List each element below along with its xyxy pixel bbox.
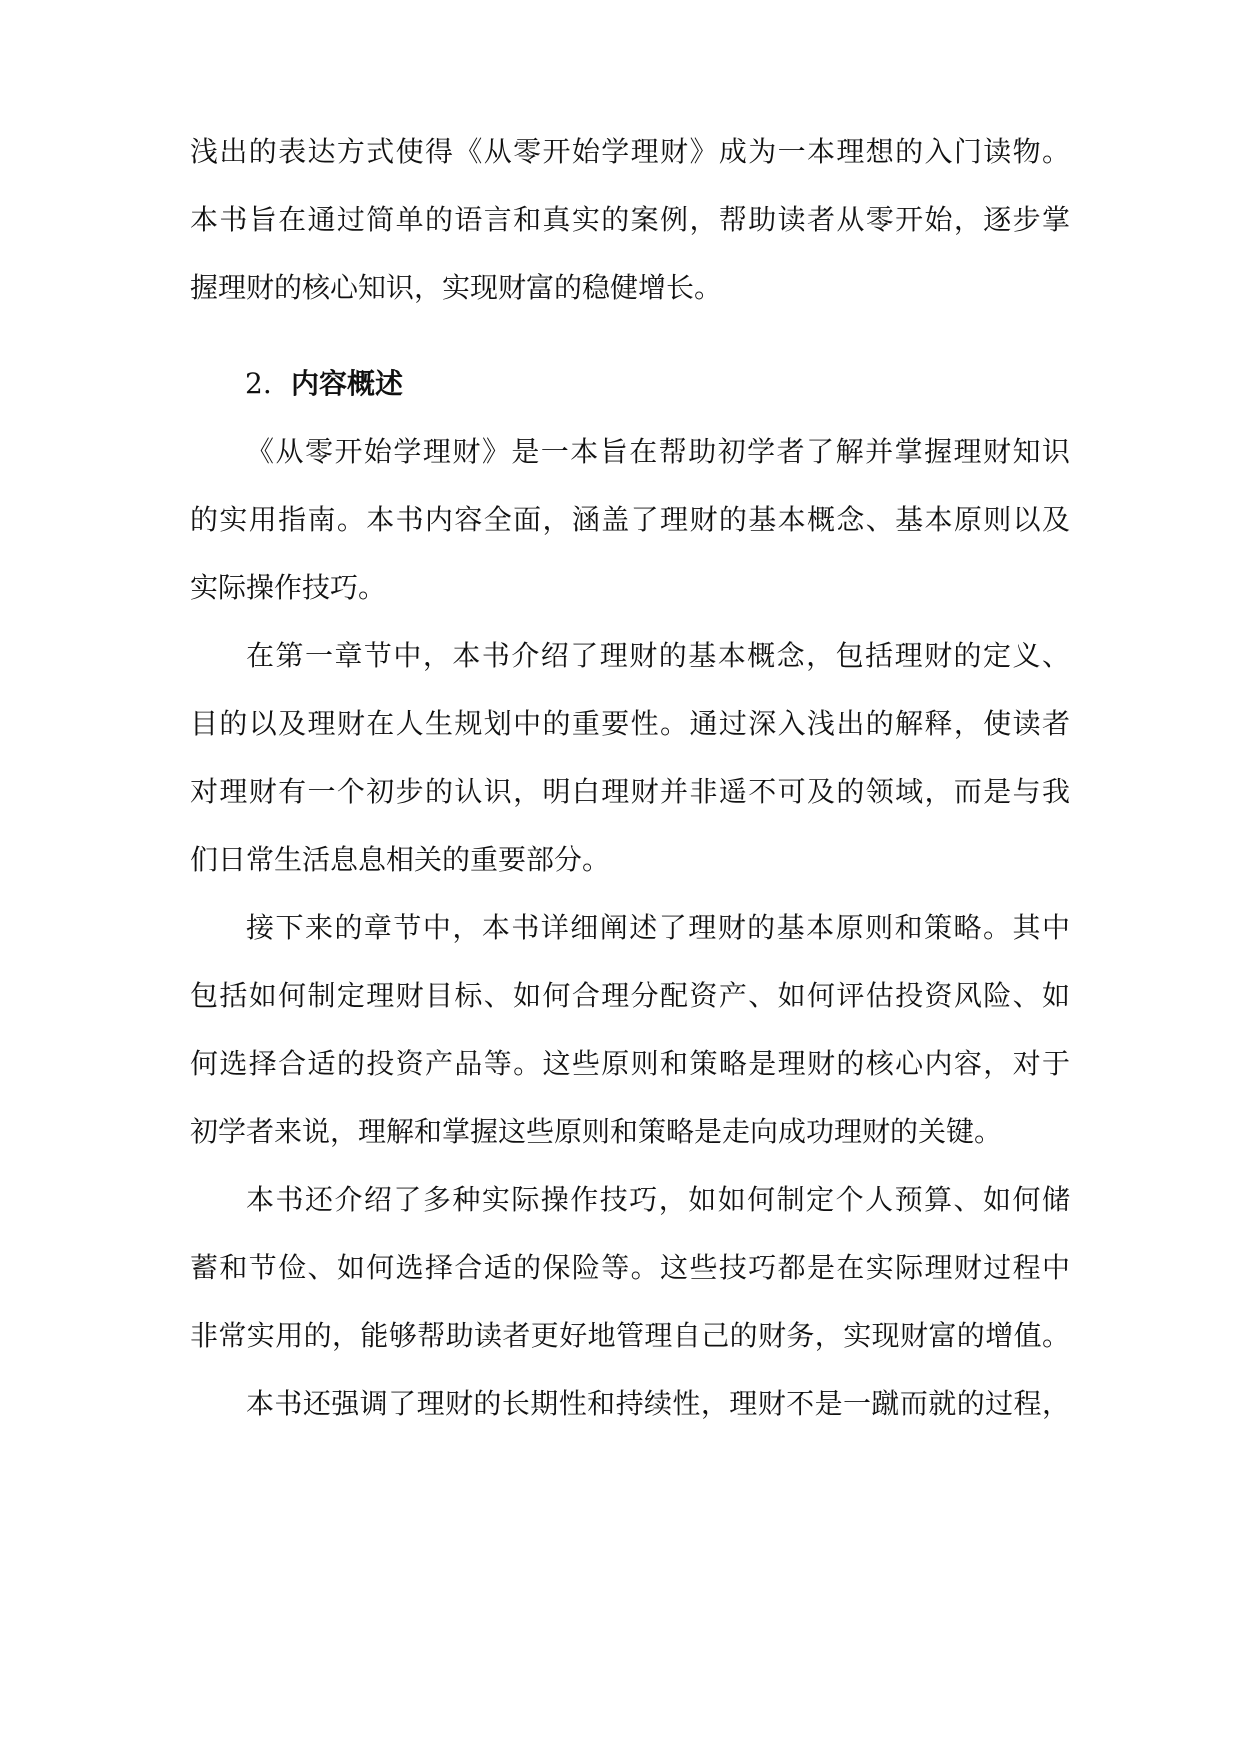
paragraph-3-line-4: 初学者来说，理解和掌握这些原则和策略是走向成功理财的关键。 [190, 1115, 1003, 1148]
section-title: 内容概述 [291, 367, 404, 400]
section-heading [245, 364, 403, 404]
paragraph-2-line-1: 在第一章节中，本书介绍了理财的基本概念，包括理财的定义、 [246, 639, 1070, 672]
intro-line-2: 本书旨在通过简单的语言和真实的案例，帮助读者从零开始，逐步掌 [190, 203, 1070, 236]
paragraph-4-line-1: 本书还介绍了多种实际操作技巧，如如何制定个人预算、如何储 [246, 1183, 1070, 1216]
paragraph-1-line-1: 《从零开始学理财》是一本旨在帮助初学者了解并掌握理财知识 [246, 435, 1070, 468]
paragraph-1-line-3: 实际操作技巧。 [190, 571, 387, 604]
paragraph-3-line-3: 何选择合适的投资产品等。这些原则和策略是理财的核心内容，对于 [190, 1047, 1070, 1080]
intro-line-1: 浅出的表达方式使得《从零开始学理财》成为一本理想的入门读物。 [190, 135, 1070, 168]
paragraph-2-line-2: 目的以及理财在人生规划中的重要性。通过深入浅出的解释，使读者 [190, 707, 1070, 740]
intro-line-3: 握理财的核心知识，实现财富的稳健增长。 [190, 271, 723, 304]
paragraph-2-line-3: 对理财有一个初步的认识，明白理财并非遥不可及的领域，而是与我 [190, 775, 1070, 808]
paragraph-4-line-3: 非常实用的，能够帮助读者更好地管理自己的财务，实现财富的增值。 [190, 1319, 1070, 1352]
paragraph-5-line-1: 本书还强调了理财的长期性和持续性，理财不是一蹴而就的过程， [246, 1387, 1070, 1420]
paragraph-1-line-2: 的实用指南。本书内容全面，涵盖了理财的基本概念、基本原则以及 [190, 503, 1070, 536]
section-number: 2. [245, 367, 272, 400]
paragraph-3-line-1: 接下来的章节中，本书详细阐述了理财的基本原则和策略。其中 [246, 911, 1070, 944]
paragraph-2-line-4: 们日常生活息息相关的重要部分。 [190, 843, 611, 876]
paragraph-4-line-2: 蓄和节俭、如何选择合适的保险等。这些技巧都是在实际理财过程中 [190, 1251, 1070, 1284]
paragraph-3-line-2: 包括如何制定理财目标、如何合理分配资产、如何评估投资风险、如 [190, 979, 1070, 1012]
